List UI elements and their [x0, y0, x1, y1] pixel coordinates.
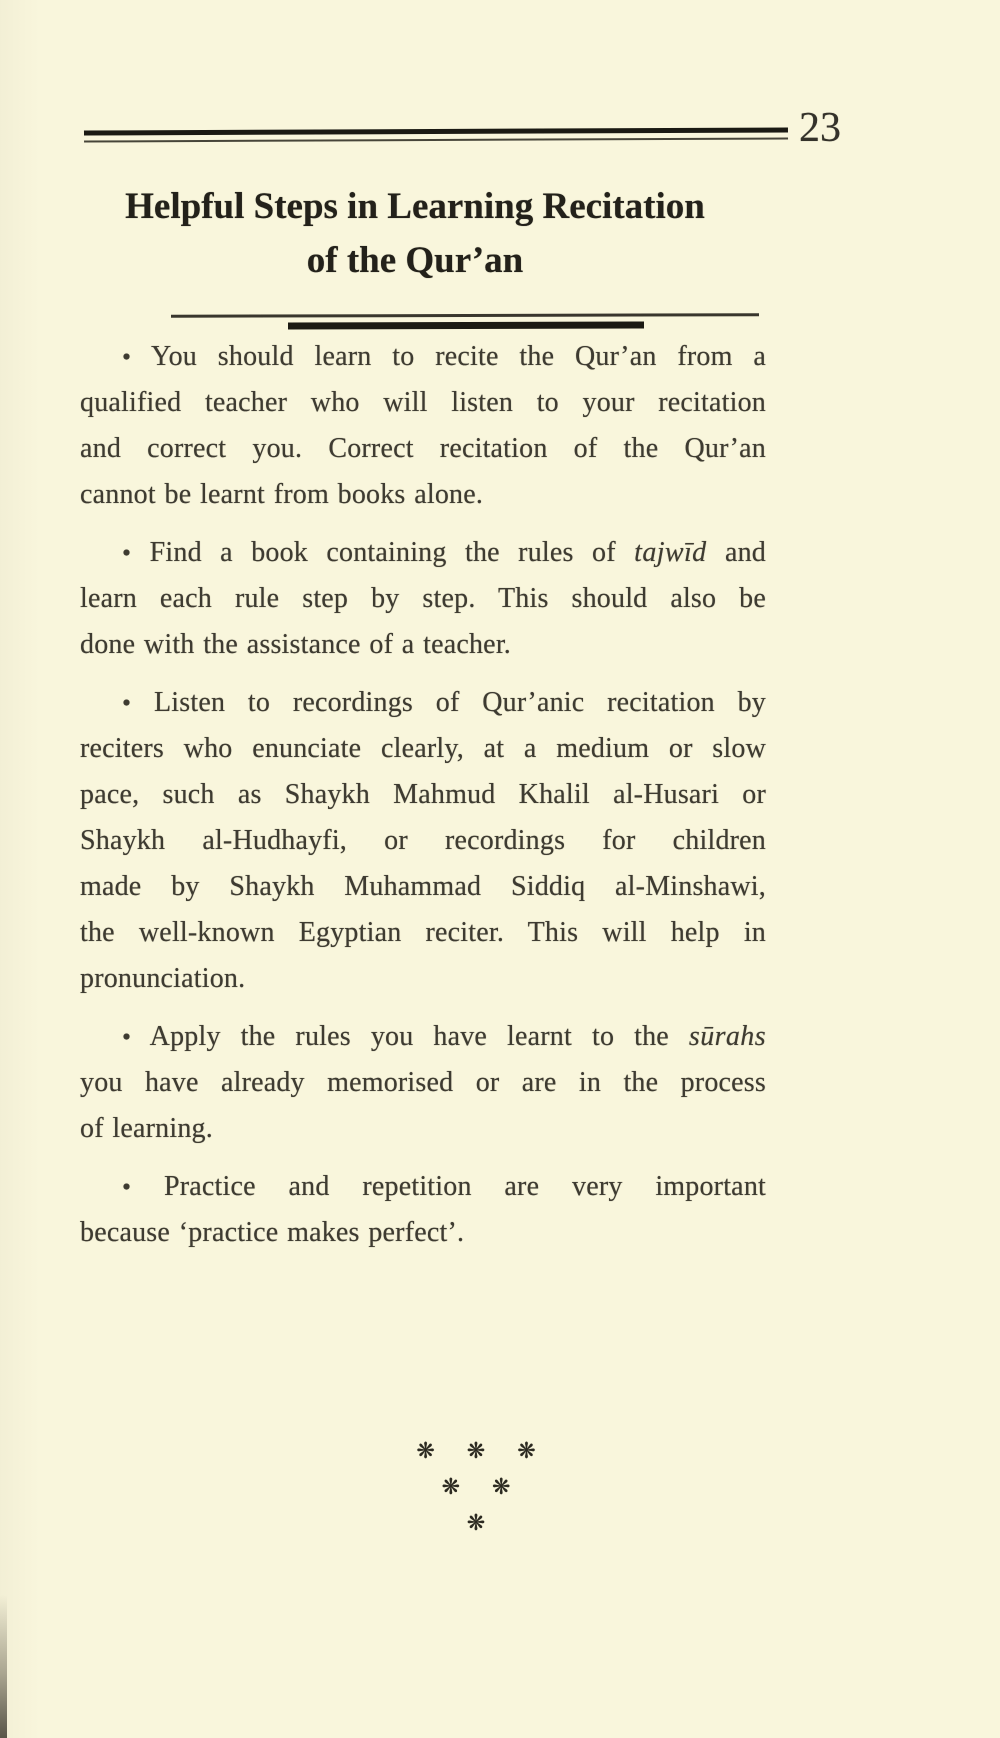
asterisk-icon: ❋ [441, 1475, 460, 1500]
asterisk-icon: ❋ [466, 1511, 486, 1536]
text-line: and correct you. Correct recitation of the Qur’an [80, 433, 766, 464]
text-line: you have already memorised or are in the process [80, 1067, 766, 1098]
chapter-title-line-2: of the Qur’an [306, 240, 524, 281]
bullet-dot: • [122, 1172, 132, 1201]
bullet-dot: • [122, 538, 132, 567]
asterisk-ornament [326, 1440, 626, 1535]
ornament-row [467, 1512, 485, 1535]
bullet-paragraph [80, 680, 766, 1002]
bullet-paragraph [80, 1164, 766, 1256]
text-line: • Find a book containing the rules of tajwīd and [122, 537, 766, 568]
header-rule [84, 127, 788, 142]
text-line: done with the assistance of a teacher. [80, 629, 511, 660]
text-line: • You should learn to recite the Qur’an from a [122, 341, 766, 372]
text-line: made by Shaykh Muhammad Siddiq al-Minshawi, [80, 871, 766, 902]
asterisk-icon: ❋ [466, 1439, 486, 1464]
title-underline-thin [171, 313, 759, 317]
text-line: learn each rule step by step. This should also be [80, 583, 766, 614]
text-line: • Apply the rules you have learnt to the sūrahs [122, 1021, 766, 1052]
ornament-row [416, 1440, 535, 1463]
bullet-dot: • [122, 1022, 132, 1051]
asterisk-icon: ❋ [492, 1475, 511, 1500]
scan-edge-smudge [0, 1595, 7, 1738]
asterisk-icon: ❋ [517, 1439, 536, 1464]
text-line: because ‘practice makes perfect’. [80, 1217, 465, 1248]
text-line: • Listen to recordings of Qur’anic recitation by [122, 687, 766, 718]
text-line: qualified teacher who will listen to your recitation [80, 387, 766, 418]
bullet-dot: • [122, 688, 132, 717]
chapter-title-line-1: Helpful Steps in Learning Recitation [125, 186, 705, 227]
bullet-paragraph [80, 1014, 766, 1152]
bullet-paragraph [80, 334, 766, 518]
text-line: the well-known Egyptian reciter. This will help in [80, 917, 766, 948]
bullet-dot: • [122, 342, 132, 371]
text-line: pronunciation. [80, 963, 246, 994]
title-underline-thick [288, 322, 644, 330]
text-line: reciters who enunciate clearly, at a medium or slow [80, 733, 766, 764]
chapter-title [80, 180, 750, 288]
body-text [80, 334, 766, 1256]
text-line: pace, such as Shaykh Mahmud Khalil al-Husari or [80, 779, 766, 810]
page-number: 23 [799, 105, 841, 151]
text-line: Shaykh al-Hudhayfi, or recordings for children [80, 825, 766, 856]
asterisk-icon: ❋ [416, 1439, 435, 1464]
ornament-row [442, 1476, 511, 1499]
bullet-paragraph [80, 530, 766, 668]
text-line: cannot be learnt from books alone. [80, 479, 484, 510]
text-line: • Practice and repetition are very important [122, 1171, 766, 1202]
text-line: of learning. [80, 1113, 213, 1144]
